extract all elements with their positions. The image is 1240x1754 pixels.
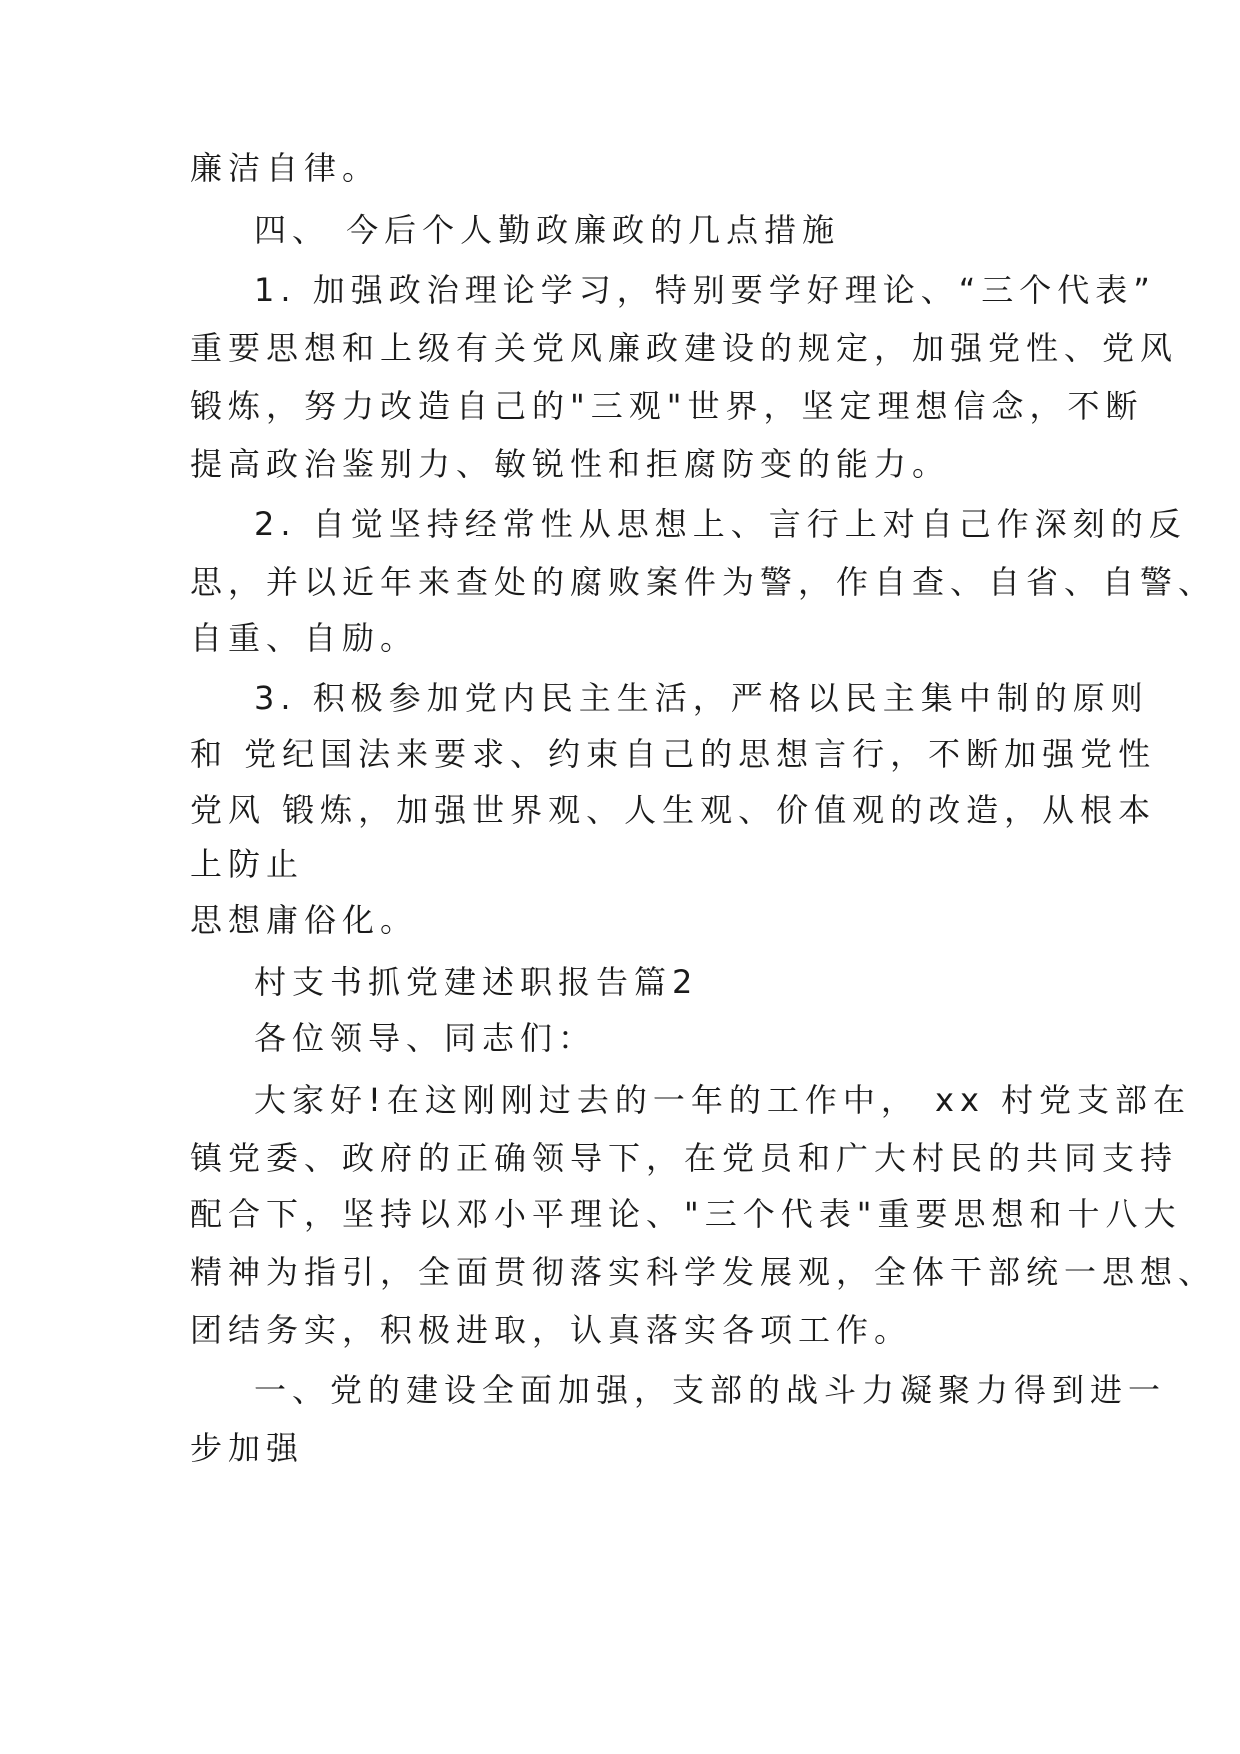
section-heading: 一、党的建设全面加强，支部的战斗力凝聚力得到进一	[254, 1371, 1167, 1409]
text-line: 2. 自觉坚持经常性从思想上、言行上对自己作深刻的反	[254, 505, 1187, 543]
text-line: 和 党纪国法来要求、约束自己的思想言行，不断加强党性	[190, 735, 1157, 773]
text-line: 党风 锻炼，加强世界观、人生观、价值观的改造，从根本	[190, 791, 1157, 829]
text-line: 大家好!在这刚刚过去的一年的工作中， xx 村党支部在	[254, 1081, 1192, 1119]
text-line: 自重、自励。	[190, 619, 419, 657]
salutation: 各位领导、同志们：	[254, 1019, 597, 1057]
text-line: 步加强	[190, 1429, 305, 1467]
text-line: 思想庸俗化。	[190, 901, 419, 939]
text-line: 1. 加强政治理论学习，特别要学好理论、“三个代表”	[254, 271, 1156, 309]
text-line: 3. 积极参加党内民主生活，严格以民主集中制的原则	[254, 679, 1149, 717]
text-line: 团结务实，积极进取，认真落实各项工作。	[190, 1311, 913, 1349]
section-heading: 四、 今后个人勤政廉政的几点措施	[254, 211, 841, 249]
text-line: 锻炼，努力改造自己的"三观"世界，坚定理想信念，不断	[190, 387, 1144, 425]
text-line: 精神为指引，全面贯彻落实科学发展观，全体干部统一思想、	[190, 1253, 1217, 1291]
text-line: 镇党委、政府的正确领导下，在党员和广大村民的共同支持	[190, 1139, 1179, 1177]
text-line: 重要思想和上级有关党风廉政建设的规定，加强党性、党风	[190, 329, 1179, 367]
report-title: 村支书抓党建述职报告篇2	[254, 963, 699, 1001]
text-line: 思，并以近年来查处的腐败案件为警，作自查、自省、自警、	[190, 563, 1217, 601]
text-line: 上防止	[190, 845, 305, 883]
text-line: 廉洁自律。	[190, 149, 381, 187]
text-line: 提高政治鉴别力、敏锐性和拒腐防变的能力。	[190, 445, 951, 483]
text-line: 配合下，坚持以邓小平理论、"三个代表"重要思想和十八大	[190, 1195, 1182, 1233]
